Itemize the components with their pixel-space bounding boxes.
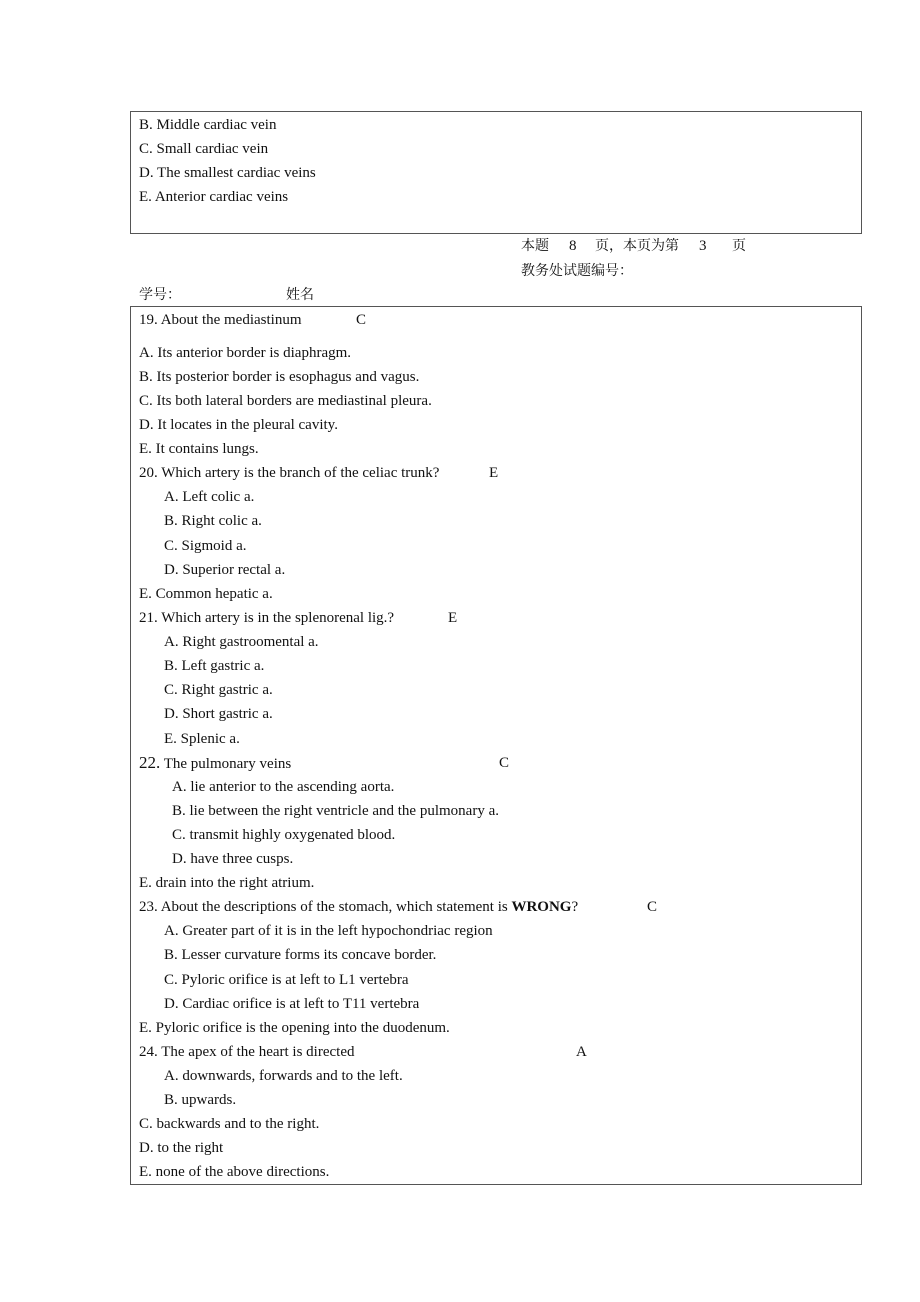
option: C. transmit highly oxygenated blood.	[172, 827, 396, 843]
option: A. Left colic a.	[164, 489, 255, 505]
exam-code-label: 教务处试题编号：	[521, 263, 633, 279]
option: E. drain into the right atrium.	[139, 875, 315, 891]
option: B. lie between the right ventricle and the pulmonary a.	[172, 803, 499, 819]
answer-22: C	[499, 755, 510, 771]
option: A. downwards, forwards and to the left.	[164, 1068, 403, 1084]
question-21: 21. Which artery is in the splenorenal lig.?	[139, 610, 395, 626]
option: B. Left gastric a.	[164, 658, 265, 674]
option: B. upwards.	[164, 1092, 237, 1108]
question-19: 19. About the mediastinum	[139, 312, 302, 328]
option: E. Common hepatic a.	[139, 586, 273, 602]
option: D. It locates in the pleural cavity.	[139, 417, 338, 433]
answer-19: C	[356, 312, 367, 328]
pages-mid: 页，本页为第	[595, 238, 679, 254]
option: B. Its posterior border is esophagus and vagus.	[139, 369, 420, 385]
option-e: E. Anterior cardiac veins	[139, 189, 289, 205]
name-label: 姓名	[286, 287, 314, 303]
option: C. backwards and to the right.	[139, 1116, 320, 1132]
answer-23: C	[647, 899, 658, 915]
option: E. Pyloric orifice is the opening into the duodenum.	[139, 1020, 450, 1036]
question-22: 22. The pulmonary veins	[139, 753, 292, 772]
option: D. Superior rectal a.	[164, 562, 286, 578]
option: B. Lesser curvature forms its concave border.	[164, 947, 437, 963]
option: C. Its both lateral borders are mediastinal pleura.	[139, 393, 432, 409]
pages-suffix: 页	[732, 238, 746, 254]
option-d: D. The smallest cardiac veins	[139, 165, 316, 181]
option: E. Splenic a.	[164, 731, 240, 747]
option-c: C. Small cardiac vein	[139, 141, 269, 157]
option: A. Its anterior border is diaphragm.	[139, 345, 352, 361]
option: A. Greater part of it is in the left hypochondriac region	[164, 923, 493, 939]
answer-24: A	[576, 1044, 587, 1060]
option: B. Right colic a.	[164, 513, 262, 529]
option: C. Pyloric orifice is at left to L1 vertebra	[164, 972, 409, 988]
option: D. have three cusps.	[172, 851, 294, 867]
question-23: 23. About the descriptions of the stomach, which statement is WRONG?	[139, 899, 579, 915]
option: A. lie anterior to the ascending aorta.	[172, 779, 395, 795]
answer-20: E	[489, 465, 499, 481]
page-current: 3	[699, 238, 707, 254]
option: D. Short gastric a.	[164, 706, 273, 722]
student-id-label: 学号：	[139, 287, 181, 303]
question-20: 20. Which artery is the branch of the celiac trunk?	[139, 465, 440, 481]
option: C. Sigmoid a.	[164, 538, 247, 554]
emphasis-wrong: WRONG	[511, 899, 572, 915]
option-b: B. Middle cardiac vein	[139, 117, 277, 133]
pages-prefix: 本题	[521, 238, 549, 254]
option: C. Right gastric a.	[164, 682, 273, 698]
option: A. Right gastroomental a.	[164, 634, 319, 650]
option: D. to the right	[139, 1140, 224, 1156]
option: D. Cardiac orifice is at left to T11 vertebra	[164, 996, 420, 1012]
pages-total: 8	[569, 238, 577, 254]
option: E. It contains lungs.	[139, 441, 259, 457]
option: E. none of the above directions.	[139, 1164, 330, 1180]
question-24: 24. The apex of the heart is directed	[139, 1044, 355, 1060]
answer-21: E	[448, 610, 458, 626]
